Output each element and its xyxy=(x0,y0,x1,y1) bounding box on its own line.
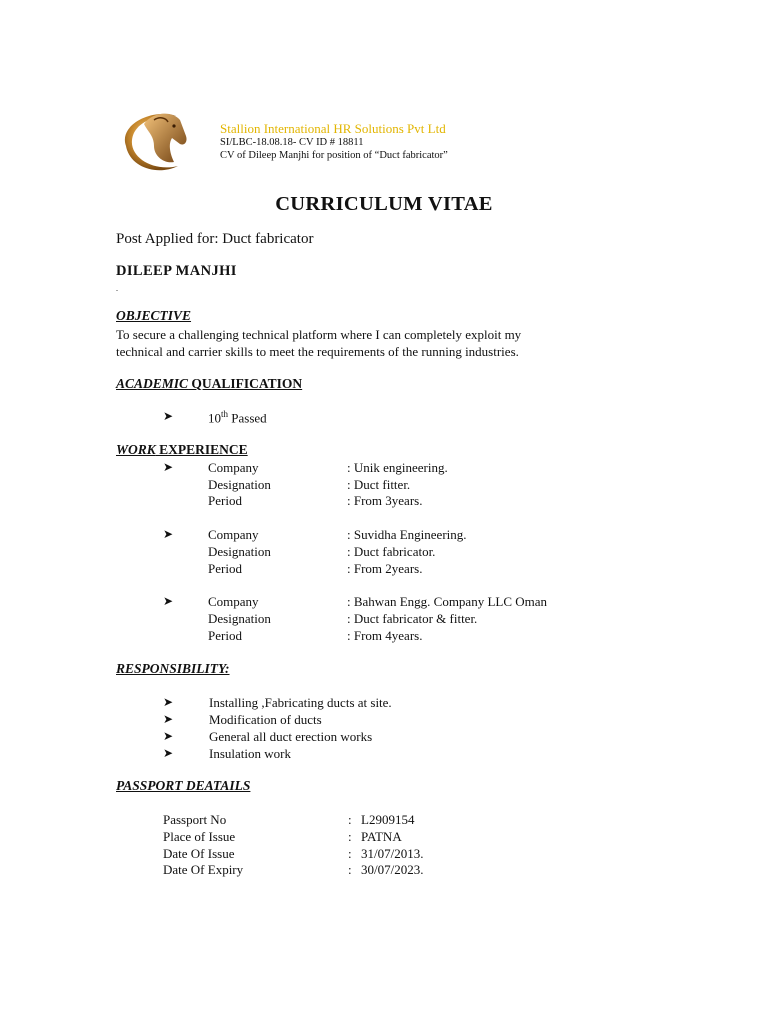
objective-line-1: To secure a challenging technical platform where I can completely exploit my xyxy=(116,327,522,342)
stallion-horse-logo xyxy=(114,106,206,176)
passport-label: Passport No xyxy=(163,812,227,827)
work-heading-italic: WORK xyxy=(116,442,156,457)
passport-sep: : xyxy=(348,862,352,877)
job-label-designation: Designation xyxy=(208,611,271,626)
objective-heading xyxy=(116,308,191,324)
job-label-period: Period xyxy=(208,493,242,508)
job-2-designation: : Duct fabricator. xyxy=(347,544,436,559)
bullet-arrow-icon: ➤ xyxy=(163,527,174,541)
job-3-period: : From 4years. xyxy=(347,628,423,643)
job-label-company: Company xyxy=(208,527,259,542)
bullet-arrow-icon: ➤ xyxy=(163,594,174,608)
passport-label: Date Of Issue xyxy=(163,846,235,861)
post-applied: Post Applied for: Duct fabricator xyxy=(116,231,314,247)
passport-sep: : xyxy=(348,846,352,861)
job-label-company: Company xyxy=(208,594,259,609)
date-of-issue: 31/07/2013. xyxy=(361,846,424,861)
passport-sep: : xyxy=(348,829,352,844)
work-heading-rest: EXPERIENCE xyxy=(155,442,248,457)
academic-item-rest: Passed xyxy=(228,410,267,426)
place-of-issue: PATNA xyxy=(361,829,402,844)
academic-heading-italic: ACADEMIC xyxy=(116,376,189,391)
responsibility-heading-text: RESPONSIBILITY: xyxy=(116,661,230,676)
objective-line-2: technical and carrier skills to meet the requirements of the running industries. xyxy=(116,344,519,359)
job-1-period: : From 3years. xyxy=(347,493,423,508)
bullet-arrow-icon: ➤ xyxy=(163,460,174,474)
academic-item-sup: th xyxy=(221,409,229,419)
passport-label: Date Of Expiry xyxy=(163,862,244,877)
academic-heading xyxy=(116,376,302,392)
job-2-period: : From 2years. xyxy=(347,561,423,576)
passport-label: Place of Issue xyxy=(163,829,236,844)
page-title: CURRICULUM VITAE xyxy=(275,193,493,215)
passport-sep: : xyxy=(348,812,352,827)
candidate-name: DILEEP MANJHI xyxy=(116,263,237,279)
job-label-company: Company xyxy=(208,460,259,475)
responsibility-item: General all duct erection works xyxy=(209,729,373,744)
job-2-company: : Suvidha Engineering. xyxy=(347,527,467,542)
job-3-company: : Bahwan Engg. Company LLC Oman xyxy=(347,594,548,609)
bullet-arrow-icon: ➤ xyxy=(163,729,174,743)
responsibility-item: Modification of ducts xyxy=(209,712,322,727)
job-label-designation: Designation xyxy=(208,477,271,492)
objective-heading-text: OBJECTIVE xyxy=(116,308,192,323)
job-3-designation: : Duct fabricator & fitter. xyxy=(347,611,478,626)
job-1-designation: : Duct fitter. xyxy=(347,477,411,492)
responsibility-item: Insulation work xyxy=(209,746,291,761)
passport-number: L2909154 xyxy=(361,812,415,827)
job-label-period: Period xyxy=(208,628,242,643)
job-label-period: Period xyxy=(208,561,242,576)
job-1-company: : Unik engineering. xyxy=(347,460,448,475)
passport-heading-text: PASSPORT DEATAILS xyxy=(116,778,251,793)
passport-heading xyxy=(116,778,250,794)
responsibility-item: Installing ,Fabricating ducts at site. xyxy=(209,695,392,710)
company-name: Stallion International HR Solutions Pvt Ltd xyxy=(220,121,446,136)
bullet-arrow-icon: ➤ xyxy=(163,746,174,760)
cv-reference-id: SI/LBC-18.08.18- CV ID # 18811 xyxy=(220,137,364,148)
responsibility-heading xyxy=(116,661,230,677)
academic-heading-rest: QUALIFICATION xyxy=(188,376,303,391)
academic-item xyxy=(208,409,267,426)
bullet-arrow-icon: ➤ xyxy=(163,712,174,726)
job-label-designation: Designation xyxy=(208,544,271,559)
bullet-arrow-icon: ➤ xyxy=(163,695,174,709)
date-of-expiry: 30/07/2023. xyxy=(361,862,424,877)
stray-dot: . xyxy=(116,284,118,293)
bullet-arrow-icon: ➤ xyxy=(163,409,174,423)
cv-of-line: CV of Dileep Manjhi for position of “Duct fabricator” xyxy=(220,150,448,161)
work-heading xyxy=(116,442,248,458)
academic-item-base: 10 xyxy=(208,410,221,426)
